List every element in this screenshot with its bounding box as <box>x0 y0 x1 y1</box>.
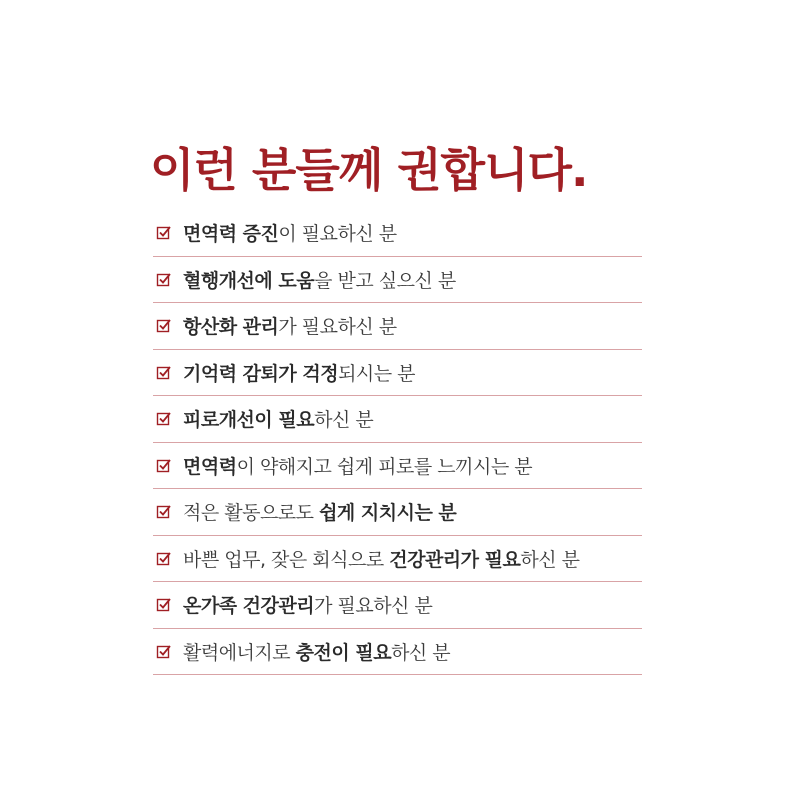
list-item <box>153 350 642 397</box>
checked-box-icon <box>156 411 171 426</box>
list-item <box>153 303 642 350</box>
checked-box-icon <box>156 318 171 333</box>
plain-phrase: 을 받고 싶으신 분 <box>314 269 456 292</box>
recommendation-list <box>153 210 642 675</box>
plain-phrase: 이 약해지고 쉽게 피로를 느끼시는 분 <box>236 455 533 478</box>
list-item-text <box>183 405 373 432</box>
bold-phrase: 기억력 감퇴가 걱정 <box>183 362 339 385</box>
plain-phrase: 활력에너지로 <box>183 641 296 664</box>
bold-phrase: 충전이 필요 <box>295 641 392 664</box>
plain-phrase: 이 필요하신 분 <box>278 223 397 246</box>
list-item <box>153 489 642 536</box>
list-item <box>153 210 642 257</box>
checked-box-icon <box>156 272 171 287</box>
list-item <box>153 443 642 490</box>
plain-phrase: 가 필요하신 분 <box>278 316 397 339</box>
list-item <box>153 536 642 583</box>
bold-phrase: 항산화 관리 <box>183 316 279 339</box>
plain-phrase: 하신 분 <box>520 548 580 571</box>
list-item-text <box>183 638 450 665</box>
plain-phrase: 적은 활동으로도 <box>183 502 320 525</box>
bold-phrase: 혈행개선에 도움 <box>183 269 315 292</box>
list-item-text <box>183 591 432 618</box>
list-item <box>153 582 642 629</box>
bold-phrase: 온가족 건강관리 <box>183 595 315 618</box>
list-item <box>153 396 642 443</box>
checked-box-icon <box>156 504 171 519</box>
bold-phrase: 면역력 증진 <box>183 223 279 246</box>
list-item <box>153 257 642 304</box>
checked-box-icon <box>156 597 171 612</box>
checked-box-icon <box>156 551 171 566</box>
checked-box-icon <box>156 225 171 240</box>
list-item-text <box>183 545 579 572</box>
bold-phrase: 건강관리가 필요 <box>389 548 521 571</box>
bold-phrase: 쉽게 지치시는 분 <box>319 502 457 525</box>
plain-phrase: 하신 분 <box>391 641 451 664</box>
plain-phrase: 하신 분 <box>314 409 374 432</box>
checked-box-icon <box>156 644 171 659</box>
plain-phrase: 되시는 분 <box>338 362 416 385</box>
plain-phrase: 바쁜 업무, 잦은 회식으로 <box>183 548 390 571</box>
bold-phrase: 면역력 <box>183 455 237 478</box>
list-item-text <box>183 266 456 293</box>
list-item <box>153 629 642 676</box>
plain-phrase: 가 필요하신 분 <box>314 595 433 618</box>
list-item-text <box>183 452 532 479</box>
page-title: 이런 분들께 권합니다. <box>150 143 588 197</box>
list-item-text <box>183 498 456 525</box>
checked-box-icon <box>156 458 171 473</box>
list-item-text <box>183 359 415 386</box>
bold-phrase: 피로개선이 필요 <box>183 409 315 432</box>
list-item-text <box>183 312 397 339</box>
checked-box-icon <box>156 365 171 380</box>
list-item-text <box>183 219 397 246</box>
